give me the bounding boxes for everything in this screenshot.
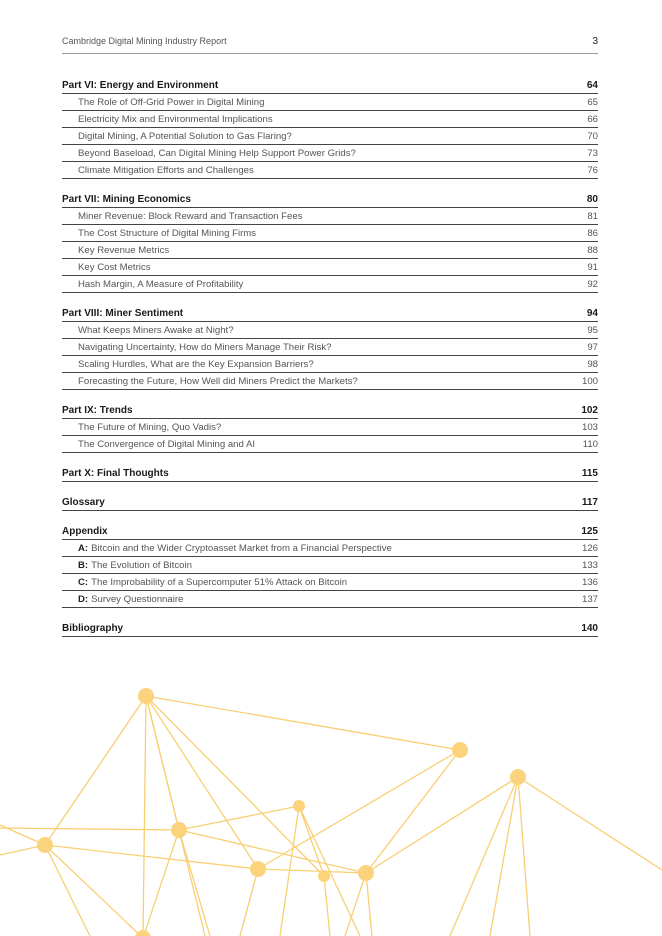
toc-page-number: 80: [586, 194, 598, 205]
toc-entry[interactable]: [62, 322, 598, 339]
appendix-letter: A:: [78, 543, 89, 554]
toc-title: Key Revenue Metrics: [78, 245, 170, 256]
network-node: [510, 769, 526, 785]
toc-page-number: 115: [581, 468, 598, 479]
network-line: [179, 830, 210, 936]
toc-title: The Future of Mining, Quo Vadis?: [78, 422, 222, 433]
network-node: [250, 861, 266, 877]
toc-page-number: 98: [587, 359, 598, 370]
network-line: [518, 777, 662, 870]
toc-page-number: 137: [581, 594, 598, 605]
toc-page-number: 140: [581, 623, 598, 634]
toc-title: What Keeps Miners Awake at Night?: [78, 325, 234, 336]
network-line: [45, 845, 258, 869]
toc-entry[interactable]: [62, 162, 598, 179]
network-line: [146, 696, 205, 936]
toc-page-number: 133: [581, 560, 598, 571]
toc-entry[interactable]: [62, 356, 598, 373]
toc-entry[interactable]: [62, 373, 598, 390]
toc-entry[interactable]: [62, 208, 598, 225]
toc-part-heading[interactable]: [62, 495, 598, 511]
toc-page-number: 103: [581, 422, 598, 433]
toc-entry[interactable]: [62, 259, 598, 276]
toc-page-number: 100: [581, 376, 598, 387]
network-line: [146, 696, 460, 750]
network-line: [45, 845, 143, 936]
network-node: [358, 865, 374, 881]
toc-section: [62, 78, 598, 179]
toc-entry[interactable]: [62, 276, 598, 293]
toc-page-number: 117: [581, 497, 598, 508]
toc-title: Beyond Baseload, Can Digital Mining Help Support Power Grids?: [78, 148, 356, 159]
network-line: [179, 806, 299, 830]
toc-section: [62, 403, 598, 453]
toc-page-number: 86: [587, 228, 598, 239]
toc-page-number: 64: [586, 80, 598, 91]
toc-title: Digital Mining, A Potential Solution to Gas Flaring?: [78, 131, 292, 142]
toc-entry[interactable]: [62, 540, 598, 557]
appendix-letter: B:: [78, 560, 89, 571]
toc-entry[interactable]: [62, 419, 598, 436]
network-line: [258, 750, 460, 869]
toc-entry[interactable]: [62, 242, 598, 259]
network-line: [45, 845, 90, 936]
toc-page-number: 65: [587, 97, 598, 108]
toc-page-number: 110: [582, 439, 598, 450]
toc-part-heading[interactable]: [62, 403, 598, 419]
toc-page-number: 73: [587, 148, 598, 159]
toc-title: Bibliography: [62, 623, 124, 634]
network-node: [135, 930, 151, 936]
toc-entry[interactable]: [62, 94, 598, 111]
network-line: [45, 696, 146, 845]
toc-part-heading[interactable]: [62, 621, 598, 637]
appendix-title: Survey Questionnaire: [91, 594, 184, 605]
toc-page-number: 81: [587, 211, 598, 222]
toc-page-number: 136: [581, 577, 598, 588]
network-line: [143, 696, 146, 936]
toc-title: Part VIII: Miner Sentiment: [62, 308, 184, 319]
toc-entry[interactable]: [62, 128, 598, 145]
page-header: [62, 36, 598, 54]
network-node: [171, 822, 187, 838]
appendix-title: The Evolution of Bitcoin: [91, 560, 192, 571]
toc-page-number: 70: [587, 131, 598, 142]
toc-section: [62, 466, 598, 482]
toc-title: Appendix: [62, 526, 108, 537]
appendix-title: The Improbability of a Supercomputer 51% Attack on Bitcoin: [91, 577, 348, 588]
network-node: [318, 870, 330, 882]
network-line: [490, 777, 518, 936]
toc-page-number: 126: [581, 543, 598, 554]
appendix-letter: C:: [78, 577, 89, 588]
toc-title: [78, 576, 347, 590]
toc-part-heading[interactable]: [62, 306, 598, 322]
toc-section: [62, 621, 598, 637]
toc-page-number: 94: [586, 308, 598, 319]
toc-title: Navigating Uncertainty, How do Miners Manage Their Risk?: [78, 342, 332, 353]
network-line: [146, 696, 258, 869]
toc-entry[interactable]: [62, 436, 598, 453]
toc-title: Key Cost Metrics: [78, 262, 151, 273]
toc-entry[interactable]: [62, 225, 598, 242]
toc-title: Electricity Mix and Environmental Implications: [78, 114, 273, 125]
toc-part-heading[interactable]: [62, 524, 598, 540]
network-line: [240, 869, 258, 936]
toc-page-number: 92: [587, 279, 598, 290]
toc-title: Glossary: [62, 497, 105, 508]
toc-page-number: 76: [587, 165, 598, 176]
toc-title: Part IX: Trends: [62, 405, 133, 416]
network-line: [366, 873, 372, 936]
network-line: [450, 777, 518, 936]
toc-entry[interactable]: [62, 574, 598, 591]
network-line: [324, 876, 330, 936]
toc-title: [78, 559, 192, 573]
toc-part-heading[interactable]: [62, 78, 598, 94]
toc-title: Forecasting the Future, How Well did Miners Predict the Markets?: [78, 376, 358, 387]
toc-title: Climate Mitigation Efforts and Challenges: [78, 165, 254, 176]
network-node: [138, 688, 154, 704]
toc-entry[interactable]: [62, 557, 598, 574]
network-line: [143, 830, 179, 936]
toc-page-number: 97: [587, 342, 598, 353]
network-line: [299, 806, 324, 876]
toc-title: The Role of Off-Grid Power in Digital Mining: [78, 97, 265, 108]
toc-page-number: 88: [587, 245, 598, 256]
toc-page-number: 66: [587, 114, 598, 125]
toc-part-heading[interactable]: [62, 466, 598, 482]
toc-page-number: 91: [587, 262, 598, 273]
toc-title: The Cost Structure of Digital Mining Firms: [78, 228, 257, 239]
appendix-letter: D:: [78, 594, 89, 605]
toc-entry[interactable]: [62, 111, 598, 128]
toc-page-number: 95: [587, 325, 598, 336]
network-node: [37, 837, 53, 853]
toc-section: [62, 192, 598, 293]
toc-title: Part VII: Mining Economics: [62, 194, 191, 205]
network-node: [452, 742, 468, 758]
page-number: 3: [592, 36, 598, 47]
network-line: [518, 777, 530, 936]
toc-title: The Convergence of Digital Mining and AI: [78, 439, 256, 450]
toc-entry[interactable]: [62, 339, 598, 356]
table-of-contents: [62, 78, 598, 650]
toc-title: Hash Margin, A Measure of Profitability: [78, 279, 244, 290]
header-title: Cambridge Digital Mining Industry Report: [62, 36, 227, 46]
toc-title: Part X: Final Thoughts: [62, 468, 169, 479]
toc-entry[interactable]: [62, 145, 598, 162]
appendix-title: Bitcoin and the Wider Cryptoasset Market from a Financial Perspective: [91, 543, 392, 554]
toc-section: [62, 495, 598, 511]
network-decoration: [0, 660, 662, 936]
network-node: [293, 800, 305, 812]
toc-title: Scaling Hurdles, What are the Key Expansion Barriers?: [78, 359, 314, 370]
toc-section: [62, 524, 598, 608]
toc-title: Miner Revenue: Block Reward and Transaction Fees: [78, 211, 303, 222]
toc-title: Part VI: Energy and Environment: [62, 80, 219, 91]
toc-entry[interactable]: [62, 591, 598, 608]
toc-page-number: 125: [581, 526, 598, 537]
network-line: [366, 750, 460, 873]
toc-title: [78, 542, 392, 556]
network-line: [0, 828, 179, 830]
toc-part-heading[interactable]: [62, 192, 598, 208]
toc-page-number: 102: [581, 405, 598, 416]
network-line: [179, 830, 366, 873]
toc-title: [78, 593, 183, 607]
toc-section: [62, 306, 598, 390]
